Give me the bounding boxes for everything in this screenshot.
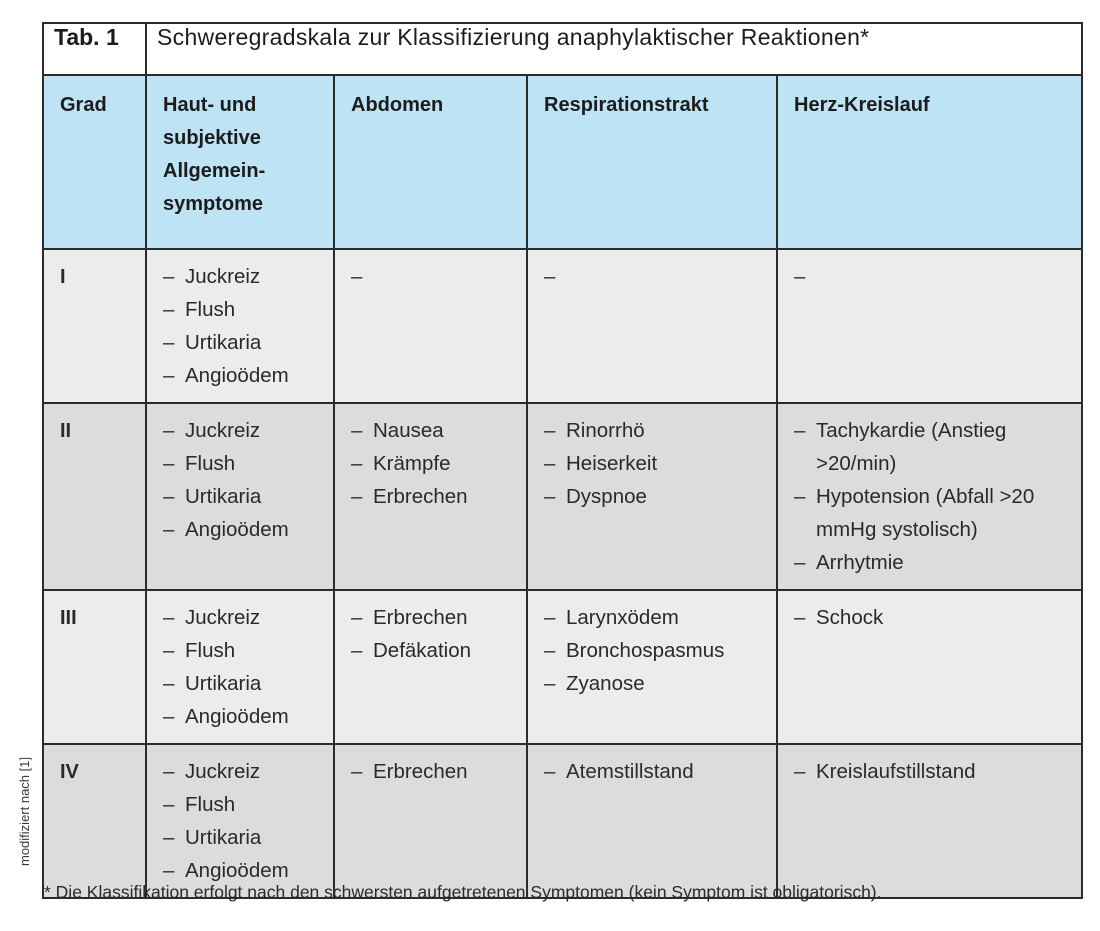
abdomen-cell <box>334 403 527 590</box>
list-item: – Krämpfe <box>351 447 510 480</box>
list-item: – Kreislaufstillstand <box>794 755 1065 788</box>
table-title: Schweregradskala zur Klassifizierung anaphylaktischer Reaktionen* <box>157 24 870 50</box>
header-grad: Grad <box>43 75 146 249</box>
severity-table <box>42 22 1083 899</box>
list-item: – Angioödem <box>163 359 317 392</box>
list-item: – Flush <box>163 788 317 821</box>
source-note: modifiziert nach [1] <box>17 756 32 866</box>
table-label-cell <box>43 23 146 75</box>
herz-list <box>794 601 1065 634</box>
list-item: – Dyspnoe <box>544 480 760 513</box>
list-item: – Flush <box>163 293 317 326</box>
herz-list <box>794 755 1065 788</box>
list-item: – Urtikaria <box>163 326 317 359</box>
herz-list <box>794 260 1065 293</box>
list-item: – Larynxödem <box>544 601 760 634</box>
list-item: – Juckreiz <box>163 755 317 788</box>
list-item: – Flush <box>163 447 317 480</box>
footnote: * Die Klassifikation erfolgt nach den schwersten aufgetretenen Symptomen (kein Symptom ist obligatorisch). <box>44 882 882 902</box>
respiration-cell <box>527 744 777 898</box>
haut-list <box>163 414 317 546</box>
respiration-list <box>544 601 760 700</box>
table-row <box>43 403 1082 590</box>
list-item: – Angioödem <box>163 854 317 887</box>
herz-cell <box>777 590 1082 744</box>
table-label: Tab. 1 <box>54 24 119 50</box>
list-item: – Juckreiz <box>163 601 317 634</box>
abdomen-list <box>351 260 510 293</box>
haut-list <box>163 755 317 887</box>
herz-list <box>794 414 1065 579</box>
table-body <box>43 249 1082 898</box>
grade-label: I <box>60 266 66 288</box>
list-item: – Erbrechen <box>351 601 510 634</box>
respiration-cell <box>527 590 777 744</box>
herz-cell <box>777 403 1082 590</box>
list-item: – Erbrechen <box>351 755 510 788</box>
list-item: – Tachykardie (Anstieg >20/min) <box>794 414 1065 480</box>
respiration-list <box>544 260 760 293</box>
grade-label: II <box>60 420 72 442</box>
list-item: – Hypotension (Abfall >20 mmHg systolisch) <box>794 480 1065 546</box>
respiration-cell <box>527 249 777 403</box>
header-haut: Haut- und subjektive Allgemein- symptome <box>146 75 334 249</box>
list-item: – Angioödem <box>163 700 317 733</box>
grade-label: III <box>60 607 77 629</box>
list-item: – Atemstillstand <box>544 755 760 788</box>
empty-dash <box>351 260 510 293</box>
grade-label: IV <box>60 761 79 783</box>
abdomen-list <box>351 755 510 788</box>
haut-cell <box>146 249 334 403</box>
respiration-list <box>544 414 760 513</box>
table-title-row <box>43 23 1082 75</box>
haut-cell <box>146 590 334 744</box>
respiration-cell <box>527 403 777 590</box>
haut-cell <box>146 403 334 590</box>
abdomen-list <box>351 601 510 667</box>
haut-list <box>163 260 317 392</box>
herz-cell <box>777 744 1082 898</box>
table-row <box>43 590 1082 744</box>
list-item: – Heiserkeit <box>544 447 760 480</box>
list-item: – Juckreiz <box>163 414 317 447</box>
abdomen-cell <box>334 249 527 403</box>
list-item: – Rinorrhö <box>544 414 760 447</box>
list-item: – Juckreiz <box>163 260 317 293</box>
empty-dash <box>794 260 1065 293</box>
grade-cell <box>43 744 146 898</box>
table-row <box>43 744 1082 898</box>
haut-cell <box>146 744 334 898</box>
list-item: – Urtikaria <box>163 821 317 854</box>
respiration-list <box>544 755 760 788</box>
list-item: – Urtikaria <box>163 480 317 513</box>
header-herz: Herz-Kreislauf <box>777 75 1082 249</box>
list-item: – Arrhytmie <box>794 546 1065 579</box>
list-item: – Schock <box>794 601 1065 634</box>
header-row <box>43 75 1082 249</box>
list-item: – Zyanose <box>544 667 760 700</box>
list-item: – Flush <box>163 634 317 667</box>
list-item: – Urtikaria <box>163 667 317 700</box>
list-item: – Defäkation <box>351 634 510 667</box>
header-respiration: Respirationstrakt <box>527 75 777 249</box>
empty-dash <box>544 260 760 293</box>
grade-cell <box>43 249 146 403</box>
abdomen-cell <box>334 744 527 898</box>
list-item: – Bronchospasmus <box>544 634 760 667</box>
grade-cell <box>43 403 146 590</box>
list-item: – Angioödem <box>163 513 317 546</box>
header-abdomen: Abdomen <box>334 75 527 249</box>
list-item: – Nausea <box>351 414 510 447</box>
table-row <box>43 249 1082 403</box>
list-item: – Erbrechen <box>351 480 510 513</box>
herz-cell <box>777 249 1082 403</box>
table-title-cell <box>146 23 1082 75</box>
grade-cell <box>43 590 146 744</box>
abdomen-cell <box>334 590 527 744</box>
abdomen-list <box>351 414 510 513</box>
haut-list <box>163 601 317 733</box>
